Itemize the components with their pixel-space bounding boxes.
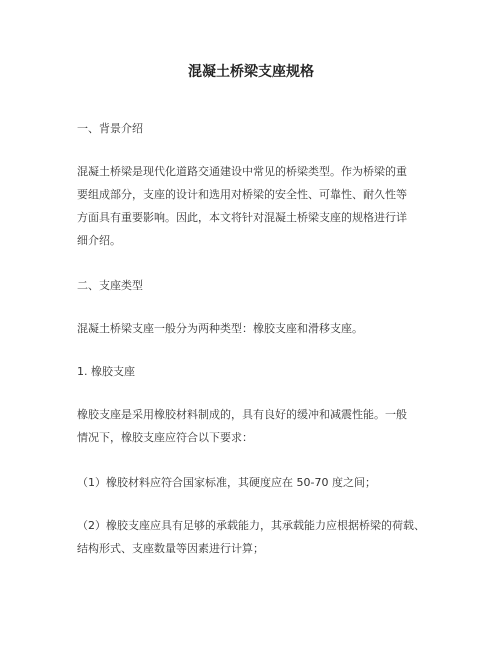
paragraph-line: 方面具有重要影响。因此，本文将针对混凝土桥梁支座的规格进行详	[77, 211, 407, 224]
paragraph-line: 混凝土桥梁支座一般分为两种类型：橡胶支座和滑移支座。	[77, 322, 363, 335]
paragraph-line: 细介绍。	[77, 234, 121, 247]
paragraph-line: 混凝土桥梁是现代化道路交通建设中常见的桥梁类型。作为桥梁的重	[77, 165, 407, 178]
paragraph-line: 要组成部分，支座的设计和选用对桥梁的安全性、可靠性、耐久性等	[77, 188, 407, 201]
requirement-item: （1）橡胶材料应符合国家标准，其硬度应在 50-70 度之间；	[77, 476, 376, 489]
requirement-item: （2）橡胶支座应具有足够的承载能力，其承载能力应根据桥梁的荷载、	[77, 519, 425, 532]
paragraph-line: 橡胶支座是采用橡胶材料制成的，具有良好的缓冲和减震性能。一般	[77, 408, 407, 421]
subsection-heading-rubber: 1. 橡胶支座	[77, 365, 135, 378]
section-heading-background: 一、背景介绍	[77, 122, 143, 135]
document-title: 混凝土桥梁支座规格	[188, 64, 314, 80]
paragraph-line: 情况下，橡胶支座应符合以下要求：	[77, 431, 253, 444]
requirement-item: 结构形式、支座数量等因素进行计算；	[77, 542, 264, 555]
section-heading-types: 二、支座类型	[77, 279, 143, 292]
